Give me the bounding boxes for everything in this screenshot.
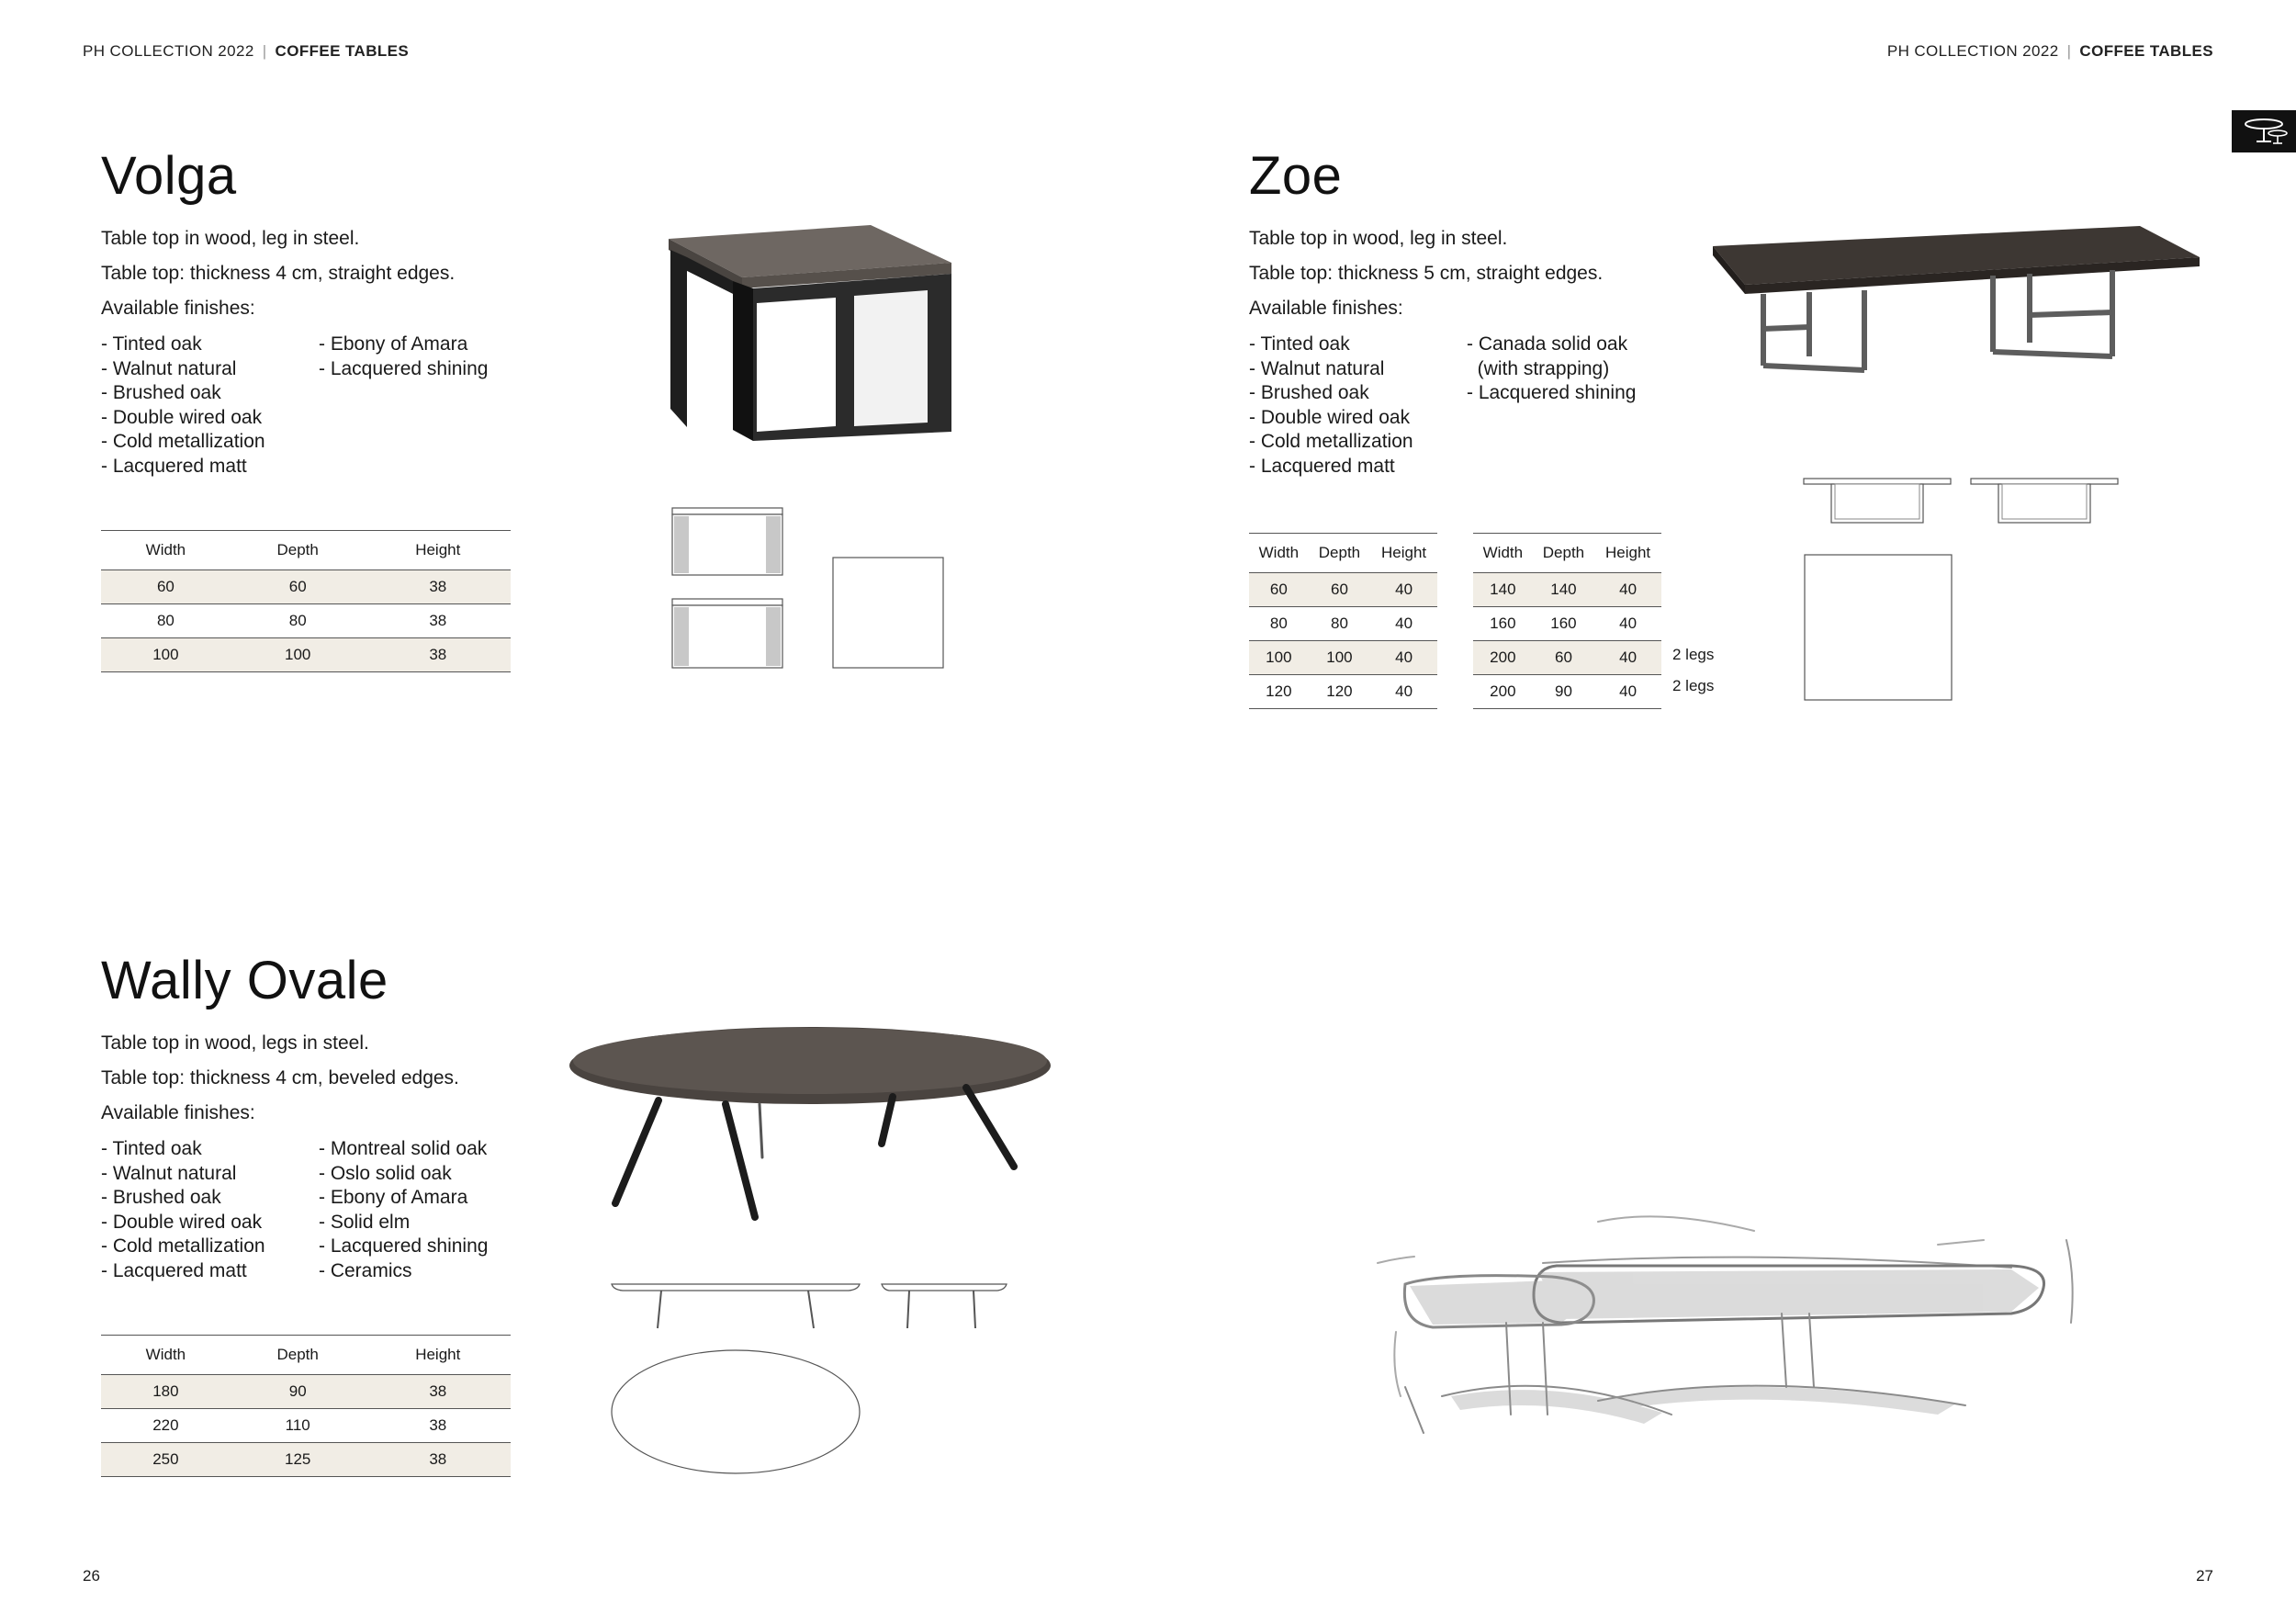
table-cell: 60 xyxy=(101,570,231,604)
zoe-dimensions-table-1 xyxy=(1249,533,1437,709)
finish-item: - Ebony of Amara xyxy=(319,333,468,355)
page-number-left: 26 xyxy=(83,1567,100,1585)
table-cell: 38 xyxy=(366,570,511,604)
table-cell: 80 xyxy=(1249,607,1309,641)
wally-ovale-product-image xyxy=(562,1020,1058,1249)
finish-item: - Lacquered shining xyxy=(1467,382,1637,403)
section-tab xyxy=(2232,110,2296,152)
table-header-row xyxy=(1473,534,1661,573)
zoe-product-image xyxy=(1708,219,2204,393)
table-cell: 60 xyxy=(1249,573,1309,607)
table-cell: 160 xyxy=(1473,607,1533,641)
finish-item: - Double wired oak xyxy=(101,1211,263,1233)
running-header-left xyxy=(83,42,409,61)
finish-item: - Solid elm xyxy=(319,1211,411,1233)
desc-line: Table top: thickness 4 cm, straight edges. xyxy=(101,263,456,284)
table-cell: 250 xyxy=(101,1443,231,1477)
zoe-description xyxy=(1249,221,1603,326)
table-row xyxy=(1249,607,1437,641)
wally-finishes-col2 xyxy=(319,1137,488,1283)
finish-item: - Cold metallization xyxy=(101,431,265,452)
finish-item: - Montreal solid oak xyxy=(319,1138,488,1159)
table-row xyxy=(1249,641,1437,675)
col-header: Width xyxy=(101,531,231,570)
volga-dimensions-table xyxy=(101,530,511,672)
finish-item: - Tinted oak xyxy=(101,333,202,355)
finish-item: - Lacquered matt xyxy=(101,1259,247,1281)
table-row xyxy=(101,604,511,638)
header-separator: | xyxy=(262,42,267,60)
table-cell: 40 xyxy=(1370,675,1437,709)
finish-item: - Oslo solid oak xyxy=(319,1162,452,1184)
zoe-technical-drawings xyxy=(1800,476,2131,705)
coffee-table-icon xyxy=(2232,110,2296,152)
table-cell: 90 xyxy=(231,1375,366,1409)
volga-finishes-col1 xyxy=(101,333,265,479)
finish-item: - Double wired oak xyxy=(1249,406,1411,428)
table-cell: 140 xyxy=(1473,573,1533,607)
wally-finishes-col1 xyxy=(101,1137,265,1283)
table-cell: 80 xyxy=(101,604,231,638)
desc-line: Table top: thickness 5 cm, straight edges. xyxy=(1249,263,1604,284)
finish-item: - Lacquered matt xyxy=(1249,455,1395,477)
col-header: Height xyxy=(366,531,511,570)
col-header: Depth xyxy=(1533,534,1594,573)
finish-item: - Brushed oak xyxy=(101,1187,221,1208)
finish-item: - Tinted oak xyxy=(101,1138,202,1159)
volga-technical-drawings xyxy=(669,505,953,675)
table-cell: 140 xyxy=(1533,573,1594,607)
wally-description xyxy=(101,1026,459,1131)
table-cell: 110 xyxy=(231,1409,366,1443)
table-cell: 38 xyxy=(366,1443,511,1477)
volga-finishes-col2 xyxy=(319,333,488,381)
finish-item: - Brushed oak xyxy=(1249,382,1369,403)
collection-label: PH COLLECTION 2022 xyxy=(83,42,254,60)
table-cell: 40 xyxy=(1594,641,1661,675)
finish-item: - Canada solid oak xyxy=(1467,333,1628,355)
col-header: Width xyxy=(1249,534,1309,573)
col-header: Depth xyxy=(1309,534,1370,573)
wally-dimensions-table xyxy=(101,1335,511,1477)
col-header: Depth xyxy=(231,1336,366,1375)
finish-item: - Cold metallization xyxy=(1249,431,1413,452)
finish-item: - Cold metallization xyxy=(101,1235,265,1257)
table-row xyxy=(1473,641,1661,675)
table-cell: 40 xyxy=(1594,607,1661,641)
table-row xyxy=(101,638,511,672)
table-cell: 38 xyxy=(366,604,511,638)
table-cell: 40 xyxy=(1370,641,1437,675)
finish-item: - Walnut natural xyxy=(1249,357,1385,379)
zoe-finishes-col2 xyxy=(1467,333,1636,406)
volga-product-image xyxy=(661,220,955,450)
col-header: Width xyxy=(101,1336,231,1375)
finish-item: - Lacquered shining xyxy=(319,357,489,379)
table-cell: 100 xyxy=(231,638,366,672)
table-header-row xyxy=(1249,534,1437,573)
table-cell: 120 xyxy=(1249,675,1309,709)
table-cell: 100 xyxy=(1249,641,1309,675)
col-header: Height xyxy=(366,1336,511,1375)
table-cell: 38 xyxy=(366,638,511,672)
desc-line: Table top in wood, legs in steel. xyxy=(101,1032,369,1054)
wally-ovale-technical-drawings xyxy=(606,1279,1010,1476)
finish-item: - Walnut natural xyxy=(101,357,237,379)
table-row xyxy=(1473,675,1661,709)
table-cell: 40 xyxy=(1594,573,1661,607)
col-header: Width xyxy=(1473,534,1533,573)
table-cell: 60 xyxy=(1309,573,1370,607)
finish-item: - Brushed oak xyxy=(101,382,221,403)
table-cell: 60 xyxy=(1533,641,1594,675)
table-header-row xyxy=(101,1336,511,1375)
table-row xyxy=(1473,607,1661,641)
zoe-dimensions-table-2 xyxy=(1473,533,1661,709)
sketch-illustration xyxy=(1368,1185,2122,1488)
finish-item: - Double wired oak xyxy=(101,406,263,428)
desc-line: Table top in wood, leg in steel. xyxy=(101,228,360,249)
table-row xyxy=(1473,573,1661,607)
collection-label: PH COLLECTION 2022 xyxy=(1886,42,2059,60)
finish-item: - Ceramics xyxy=(319,1259,412,1281)
table-cell: 40 xyxy=(1370,607,1437,641)
table-cell: 120 xyxy=(1309,675,1370,709)
table-cell: 38 xyxy=(366,1409,511,1443)
col-header: Height xyxy=(1370,534,1437,573)
table-cell: 40 xyxy=(1594,675,1661,709)
table-cell: 100 xyxy=(101,638,231,672)
table-row xyxy=(101,1375,511,1409)
volga-description xyxy=(101,221,455,326)
finish-item: - Lacquered shining xyxy=(319,1235,489,1257)
table-cell: 220 xyxy=(101,1409,231,1443)
running-header-right xyxy=(1887,42,2213,61)
table-cell: 200 xyxy=(1473,641,1533,675)
desc-line: Table top: thickness 4 cm, beveled edges. xyxy=(101,1067,459,1088)
desc-line: Available finishes: xyxy=(101,298,255,319)
table-cell: 90 xyxy=(1533,675,1594,709)
table-cell: 100 xyxy=(1309,641,1370,675)
col-header: Height xyxy=(1594,534,1661,573)
zoe-row-note: 2 legs xyxy=(1672,646,1715,663)
table-cell: 125 xyxy=(231,1443,366,1477)
table-cell: 200 xyxy=(1473,675,1533,709)
table-cell: 180 xyxy=(101,1375,231,1409)
table-cell: 60 xyxy=(231,570,366,604)
table-row xyxy=(101,1443,511,1477)
header-separator: | xyxy=(2066,42,2072,60)
table-header-row xyxy=(101,531,511,570)
desc-line: Available finishes: xyxy=(1249,298,1403,319)
product-title-volga: Volga xyxy=(101,146,237,206)
zoe-row-note: 2 legs xyxy=(1672,677,1715,694)
desc-line: Available finishes: xyxy=(101,1102,255,1123)
col-header: Depth xyxy=(231,531,366,570)
table-cell: 160 xyxy=(1533,607,1594,641)
table-row xyxy=(101,1409,511,1443)
finish-item: (with strapping) xyxy=(1467,357,1610,379)
desc-line: Table top in wood, leg in steel. xyxy=(1249,228,1508,249)
table-cell: 38 xyxy=(366,1375,511,1409)
table-cell: 80 xyxy=(231,604,366,638)
zoe-finishes-col1 xyxy=(1249,333,1413,479)
section-label: COFFEE TABLES xyxy=(2079,42,2213,60)
product-title-zoe: Zoe xyxy=(1249,146,1343,206)
table-row xyxy=(101,570,511,604)
table-row xyxy=(1249,573,1437,607)
table-row xyxy=(1249,675,1437,709)
section-label: COFFEE TABLES xyxy=(275,42,410,60)
finish-item: - Ebony of Amara xyxy=(319,1187,468,1208)
page-number-right: 27 xyxy=(2196,1567,2213,1585)
finish-item: - Walnut natural xyxy=(101,1162,237,1184)
product-title-wally-ovale: Wally Ovale xyxy=(101,951,388,1010)
finish-item: - Tinted oak xyxy=(1249,333,1350,355)
table-cell: 40 xyxy=(1370,573,1437,607)
finish-item: - Lacquered matt xyxy=(101,455,247,477)
table-cell: 80 xyxy=(1309,607,1370,641)
